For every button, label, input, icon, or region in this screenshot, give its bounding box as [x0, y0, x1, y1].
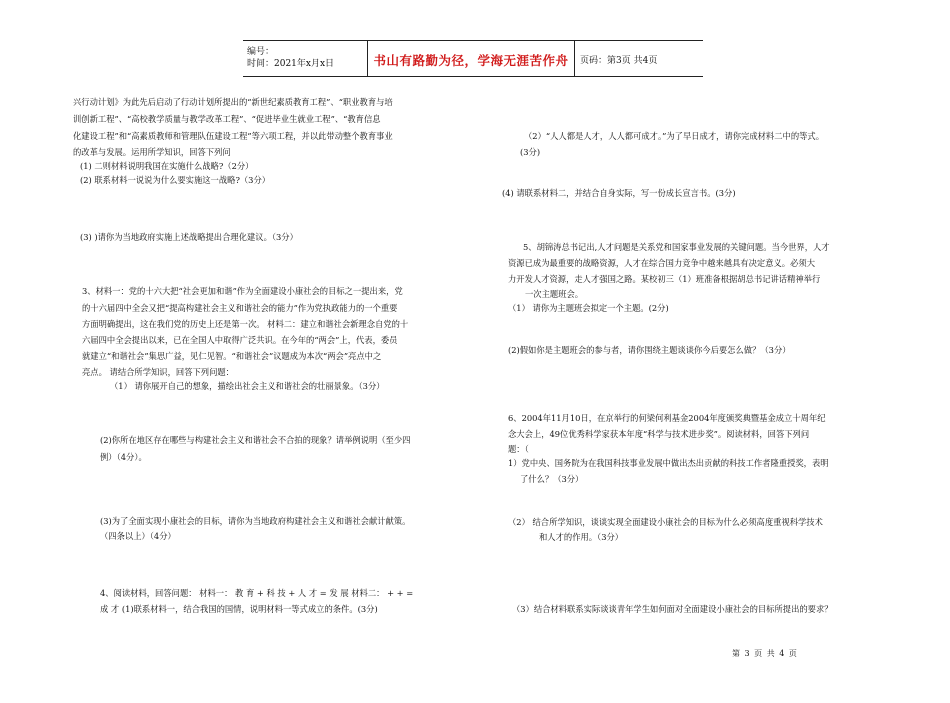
page-header: [243, 40, 703, 77]
header-motto-cell: [368, 41, 575, 76]
section-3-line: 就建立“和谐社会”集思广益，见仁见智。“和谐社会”议题成为本次“两会”亮点中之: [82, 351, 382, 361]
section-3-question-3: (3)为了全面实现小康社会的目标，请你为当地政府构建社会主义和谐社会献计献策。: [100, 516, 411, 526]
section-5-line: 资源已成为最重要的战略资源，人才在综合国力竞争中越来越具有决定意义。必须大: [508, 258, 815, 268]
question-2-right: （2）“人人都是人才，人人都可成才。”为了早日成才，请你完成材料二中的等式。: [524, 131, 825, 141]
motto: 书山有路勤为径，学海无涯苦作舟: [373, 53, 569, 68]
section-3-question-2: (2)你所在地区存在哪些与构建社会主义和谐社会不合拍的现象？请举例说明（至少四: [100, 435, 411, 445]
time-label: 时间：2021年x月x日: [247, 59, 335, 69]
paragraph-line: 训创新工程”、“高校教学质量与教学改革工程”、“促进毕业生就业工程”、“教育信息: [73, 114, 381, 124]
section-5-line: 5、胡锦涛总书记出,人才问题是关系党和国家事业发展的关键问题。当今世界，人才: [523, 242, 830, 252]
section-3-question-3: （四条以上）（4分）: [100, 531, 176, 541]
section-3-question-1: （1） 请你展开自己的想象，描绘出社会主义和谐社会的壮丽景象。（3分）: [110, 381, 385, 391]
section-4-line: 成 才 (1)联系材料一，结合我国的国情，说明材料一等式成立的条件。(3分): [100, 604, 378, 614]
section-6-line: 念大会上，49位优秀科学家获本年度“科学与技术进步奖”。阅读材料，回答下列问: [508, 429, 810, 439]
number-label: 编号：: [247, 47, 275, 57]
section-6-line: 6、2004年11月10日，在京举行的何梁何利基金2004年度颁奖典暨基金成立十周年纪: [508, 413, 826, 423]
section-6-question-1: 了什么？（3分）: [520, 474, 584, 484]
section-3-line: 六届四中全会提出以来，已在全国人中取得广泛共识。在今年的“两会”上，代表，委员: [82, 335, 398, 345]
section-3-line: 方面明确提出，这在我们党的历史上还是第一次。 材料二：建立和谐社会新理念自党的十: [82, 319, 409, 329]
section-3-line: 亮点。 请结合所学知识，回答下列问题：: [82, 367, 234, 377]
header-page-cell: [574, 41, 703, 76]
question-1: (1) 二则材料说明我国在实施什么战略?（2分）: [80, 161, 254, 171]
section-3-line: 的十六届四中全会又把“提高构建社会主义和谐社会的能力”作为党执政能力的一个重要: [82, 303, 398, 313]
section-5-line: 一次主题班会。: [525, 289, 584, 299]
section-6-line: 题：（: [508, 444, 529, 454]
section-5-question-1: （1） 请你为主题班会拟定一个主题。(2分): [508, 303, 669, 313]
header-meta-cell: [243, 41, 368, 76]
section-5-question-2: (2)假如你是主题班会的参与者，请你围绕主题谈谈你今后要怎么做？（3分）: [508, 345, 791, 355]
section-6-question-2: （2） 结合所学知识，谈谈实现全面建设小康社会的目标为什么必须高度重视科学技术: [508, 517, 823, 527]
question-2: (2) 联系材料一说说为什么要实施这一战略?（3分）: [80, 175, 271, 185]
paragraph-line: 化建设工程”和“高素质教师和管理队伍建设工程”等六项工程，并以此带动整个教育事业: [73, 131, 393, 141]
section-3-question-2: 例）（4分）。: [100, 452, 147, 462]
question-2-right: (3分): [520, 147, 541, 157]
section-6-question-1: 1）党中央、国务院为在我国科技事业发展中做出杰出贡献的科技工作者隆重授奖，表明: [508, 458, 829, 468]
paragraph-line: 兴行动计划》为此先后启动了行动计划所提出的“新世纪素质教育工程”、“职业教育与培: [73, 97, 393, 107]
question-3: (3) )请你为当地政府实施上述战略提出合理化建议。（3分）: [80, 232, 298, 242]
page-label: 页码：第3页 共4页: [580, 56, 658, 66]
section-4-line: 4、阅读材料，回答问题： 材料一： 教 育 + 科 技 + 人 才 = 发 展 材料二： + + =: [100, 588, 414, 598]
paragraph-line: 的改革与发展。运用所学知识，回答下列问: [73, 147, 231, 157]
section-5-line: 力开发人才资源，走人才强国之路。某校初三（1）班准备根据胡总书记讲话精神举行: [508, 274, 821, 284]
question-4-right: (4) 请联系材料二，并结合自身实际，写一份成长宣言书。(3分): [502, 188, 736, 198]
section-6-question-3: （3）结合材料联系实际谈谈青年学生如何面对全面建设小康社会的目标所提出的要求？: [512, 604, 833, 614]
section-3-line: 3、材料一：党的十六大把“社会更加和谐”作为全面建设小康社会的目标之一提出来，党: [82, 286, 403, 296]
section-6-question-2: 和人才的作用。（3分）: [539, 532, 624, 542]
page-footer: 第 3 页 共 4 页: [732, 649, 798, 658]
